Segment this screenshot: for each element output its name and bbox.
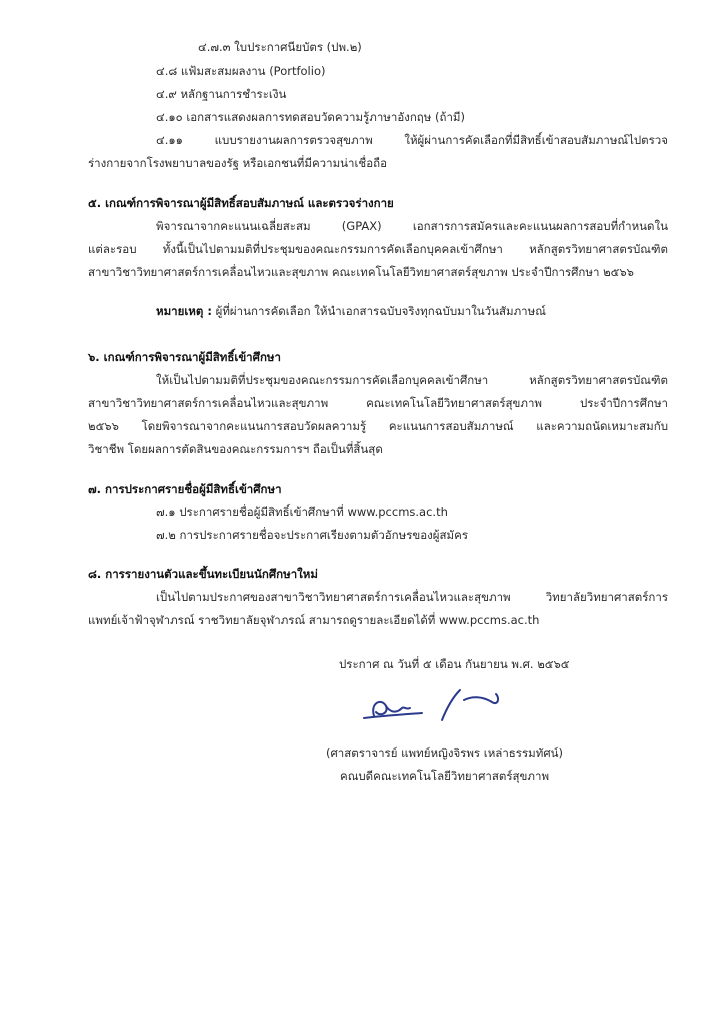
list-item-4-8: ๔.๘ แฟ้มสะสมผลงาน (Portfolio): [156, 64, 326, 78]
section-7-heading: ๗. การประกาศรายชื่อผู้มีสิทธิ์เข้าศึกษา: [88, 482, 282, 496]
announcement-date: ประกาศ ณ วันที่ ๕ เดือน กันยายน พ.ศ. ๒๕๖๕: [339, 657, 570, 671]
section-6-line-3: ๒๕๖๖ โดยพิจารณาจากคะแนนการสอบวัดผลความรู้ คะแนนการสอบสัมภาษณ์ และความถนัดเหมาะสมกับ: [88, 419, 668, 433]
list-item-4-10: ๔.๑๐ เอกสารแสดงผลการทดสอบวัดความรู้ภาษาอังกฤษ (ถ้ามี): [156, 110, 465, 124]
list-item-4-11-line1: ๔.๑๑ แบบรายงานผลการตรวจสุขภาพ ให้ผู้ผ่านการคัดเลือกที่มีสิทธิ์เข้าสอบสัมภาษณ์ไปตรวจ: [156, 133, 668, 147]
section-6-line-1: ให้เป็นไปตามมติที่ประชุมของคณะกรรมการคัดเลือกบุคคลเข้าศึกษา หลักสูตรวิทยาศาสตรบัณฑิต: [156, 373, 668, 387]
section-8-line-1: เป็นไปตามประกาศของสาขาวิชาวิทยาศาสตร์การเคลื่อนไหวและสุขภาพ วิทยาลัยวิทยาศาสตร์การ: [156, 590, 668, 604]
signature-stroke-4: [442, 690, 460, 720]
section-8-line-2: แพทย์เจ้าฟ้าจุฬาภรณ์ ราชวิทยาลัยจุฬาภรณ์ สามารถดูรายละเอียดได้ที่ www.pccms.ac.th: [88, 613, 540, 627]
signer-title: คณบดีคณะเทคโนโลยีวิทยาศาสตร์สุขภาพ: [340, 769, 550, 783]
list-item-4-9: ๔.๙ หลักฐานการชำระเงิน: [156, 87, 287, 101]
section-6-heading: ๖. เกณฑ์การพิจารณาผู้มีสิทธิ์เข้าศึกษา: [88, 350, 281, 364]
section-5-line-1: พิจารณาจากคะแนนเฉลี่ยสะสม (GPAX) เอกสารการสมัครและคะแนนผลการสอบที่กำหนดใน: [156, 219, 668, 233]
section-8-heading: ๘. การรายงานตัวและขึ้นทะเบียนนักศึกษาใหม่: [88, 567, 318, 581]
section-5-heading: ๕. เกณฑ์การพิจารณาผู้มีสิทธิ์สอบสัมภาษณ์ และตรวจร่างกาย: [88, 196, 394, 210]
section-7-item-2: ๗.๒ การประกาศรายชื่อจะประกาศเรียงตามตัวอักษรของผู้สมัคร: [156, 528, 468, 542]
section-5-line-2: แต่ละรอบ ทั้งนี้เป็นไปตามมติที่ประชุมของคณะกรรมการคัดเลือกบุคคลเข้าศึกษา หลักสูตรวิทยาศาสตรบัณฑิต: [88, 242, 668, 256]
note-label: หมายเหตุ :: [156, 304, 212, 318]
note-text: ผู้ที่ผ่านการคัดเลือก ให้นำเอกสารฉบับจริงทุกฉบับมาในวันสัมภาษณ์: [211, 304, 546, 318]
section-6-line-4: วิชาชีพ โดยผลการตัดสินของคณะกรรมการฯ ถือเป็นที่สิ้นสุด: [88, 442, 383, 456]
section-5-note: [156, 304, 546, 319]
list-item-4-11-line2: ร่างกายจากโรงพยาบาลของรัฐ หรือเอกชนที่มีความน่าเชื่อถือ: [88, 156, 387, 170]
signature-stroke-1: [373, 702, 386, 716]
signature-image: [360, 684, 510, 730]
section-5-line-3: สาขาวิชาวิทยาศาสตร์การเคลื่อนไหวและสุขภาพ คณะเทคโนโลยีวิทยาศาสตร์สุขภาพ ประจำปีการศึกษา ๒๕๖๖: [88, 265, 634, 279]
signature-stroke-2: [386, 706, 410, 712]
signer-name: (ศาสตราจารย์ แพทย์หญิงจิรพร เหล่าธรรมทัศน์): [326, 746, 563, 760]
section-6-line-2: สาขาวิชาวิทยาศาสตร์การเคลื่อนไหวและสุขภาพ คณะเทคโนโลยีวิทยาศาสตร์สุขภาพ ประจำปีการศึกษา: [88, 396, 668, 410]
list-item-4-7-3: ๔.๗.๓ ใบประกาศนียบัตร (ปพ.๒): [198, 40, 362, 54]
signature-stroke-5: [464, 694, 498, 703]
section-7-item-1: ๗.๑ ประกาศรายชื่อผู้มีสิทธิ์เข้าศึกษาที่ www.pccms.ac.th: [156, 505, 448, 519]
